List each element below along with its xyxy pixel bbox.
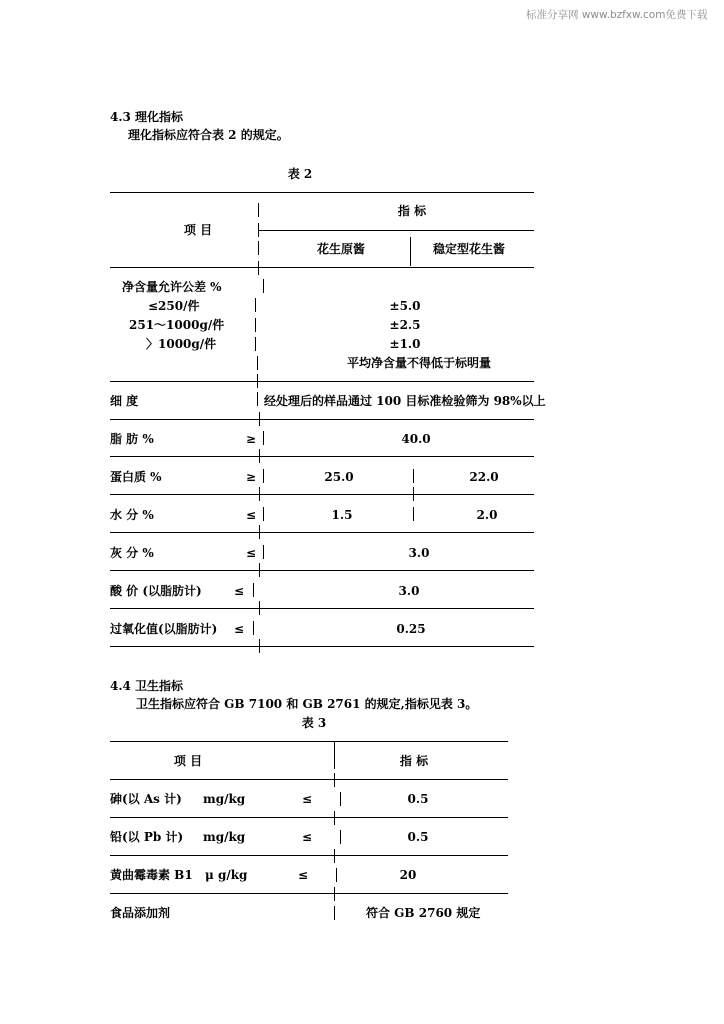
protein-value-stable: 22.0 [469,470,499,484]
peroxide-value-label: 过氧化值(以脂肪计) [110,622,218,636]
table-3-header-bottom-rule [110,779,508,780]
fat-operator: ≥ [246,432,257,446]
water-operator: ≤ [246,508,257,522]
table-2-rule [110,608,534,609]
additive-label: 食品添加剂 [110,906,171,920]
water-value-stable: 2.0 [476,508,498,522]
watermark-text: 标准分享网 www.bzfxw.com免费下载 [526,9,708,21]
table-2-header-mid-rule [259,230,534,231]
protein-operator: ≥ [246,470,257,484]
section-4-4-intro: 卫生指标应符合 GB 7100 和 GB 2761 的规定,指标见表 3。 [136,697,478,711]
table-2-divider [263,431,264,445]
arsenic-value: 0.5 [407,792,429,806]
table-2-divider [255,298,256,312]
table-2-caption: 表 2 [287,167,313,181]
table-2-divider [258,203,259,217]
table-2-divider [257,392,258,406]
table-2-rule [110,494,534,495]
table-2-divider [259,412,260,426]
table-2-divider [259,639,260,653]
lead-value: 0.5 [407,830,429,844]
table-2-divider [259,563,260,577]
fat-label: 脂 肪 % [110,432,154,446]
table-2-divider [253,583,254,597]
aflatoxin-unit: μ g/kg [205,868,248,882]
net-content-note: 平均净含量不得低于标明量 [346,356,492,370]
table-2-divider [258,241,259,255]
table-3-rule [110,855,508,856]
table-2-divider [257,356,258,370]
table-3-rule [110,817,508,818]
arsenic-unit: mg/kg [203,792,246,806]
net-content-range: ≤250/件 [148,299,200,313]
table-2-header-col2: 稳定型花生酱 [432,242,506,256]
ash-label: 灰 分 % [110,546,154,560]
table-3-header-item: 项 目 [173,754,203,768]
table-2-divider [263,469,264,483]
protein-label: 蛋白质 % [110,470,162,484]
fat-value: 40.0 [401,432,431,446]
net-content-value: ±2.5 [389,318,421,332]
section-4-3-intro: 理化指标应符合表 2 的规定。 [128,128,289,142]
table-2-divider [263,507,264,521]
lead-unit: mg/kg [203,830,246,844]
ash-operator: ≤ [246,546,257,560]
table-3-caption: 表 3 [301,716,327,730]
table-2-divider [259,487,260,501]
table-3-divider [334,849,335,863]
table-2-divider [253,621,254,635]
table-2-rule [110,456,534,457]
table-2-divider [258,261,259,275]
table-3-divider [334,773,335,787]
section-4-4-heading: 4.4 卫生指标 [110,679,184,693]
table-2-divider [413,507,414,521]
arsenic-label: 砷(以 As 计) [110,792,182,806]
table-2-divider [410,237,411,266]
water-label: 水 分 % [110,508,154,522]
table-3-divider [334,742,335,756]
table-2-divider [413,469,414,483]
table-2-divider [259,601,260,615]
table-2-header-indicator: 指 标 [397,204,427,218]
peroxide-value-operator: ≤ [234,622,245,636]
water-value-raw: 1.5 [331,508,353,522]
peroxide-value-value: 0.25 [396,622,426,636]
table-2-rule [110,419,534,420]
table-3-divider [336,868,337,882]
lead-label: 铅(以 Pb 计) [110,830,184,844]
net-content-value: ±5.0 [389,299,421,313]
table-2-rule [110,381,534,382]
table-2-bottom-rule [110,646,534,647]
table-2-divider [255,318,256,332]
acid-value-operator: ≤ [234,584,245,598]
protein-value-raw: 25.0 [324,470,354,484]
aflatoxin-value: 20 [399,868,417,882]
fineness-label: 细 度 [110,394,139,408]
table-2-rule [110,532,534,533]
table-2-divider [413,487,414,501]
net-content-range: 251～1000g/件 [129,318,225,332]
acid-value-label: 酸 价 (以脂肪计) [110,584,202,598]
table-3-divider [340,792,341,806]
aflatoxin-operator: ≤ [298,868,309,882]
net-content-value: ±1.0 [389,337,421,351]
lead-operator: ≤ [302,830,313,844]
table-3-divider [340,830,341,844]
table-3-top-rule [110,741,508,742]
table-2-rule [110,570,534,571]
table-3-rule [110,893,508,894]
table-3-divider [334,887,335,901]
net-content-range: 〉1000g/件 [146,337,217,351]
table-2-divider [257,374,258,388]
table-2-header-bottom-rule [110,267,534,268]
arsenic-operator: ≤ [302,792,313,806]
table-3-divider [334,755,335,769]
table-3-header-indicator: 指 标 [399,754,429,768]
table-3-divider [334,906,335,920]
table-2-divider [255,337,256,351]
table-2-header-item: 项 目 [183,223,213,237]
acid-value-value: 3.0 [398,584,420,598]
table-2-divider [259,525,260,539]
table-2-divider [263,279,264,293]
table-3-divider [334,811,335,825]
net-content-label: 净含量允许公差 % [122,280,222,294]
table-2-divider [259,449,260,463]
fineness-value: 经处理后的样品通过 100 目标准检验筛为 98%以上 [264,394,546,408]
table-2-divider [263,545,264,559]
table-2-header-col1: 花生原酱 [316,242,366,256]
ash-value: 3.0 [408,546,430,560]
table-2-top-rule [110,192,534,193]
additive-value: 符合 GB 2760 规定 [366,906,481,920]
aflatoxin-label: 黄曲霉毒素 B1 [110,868,193,882]
section-4-3-heading: 4.3 理化指标 [110,110,184,124]
table-2-divider [258,223,259,237]
